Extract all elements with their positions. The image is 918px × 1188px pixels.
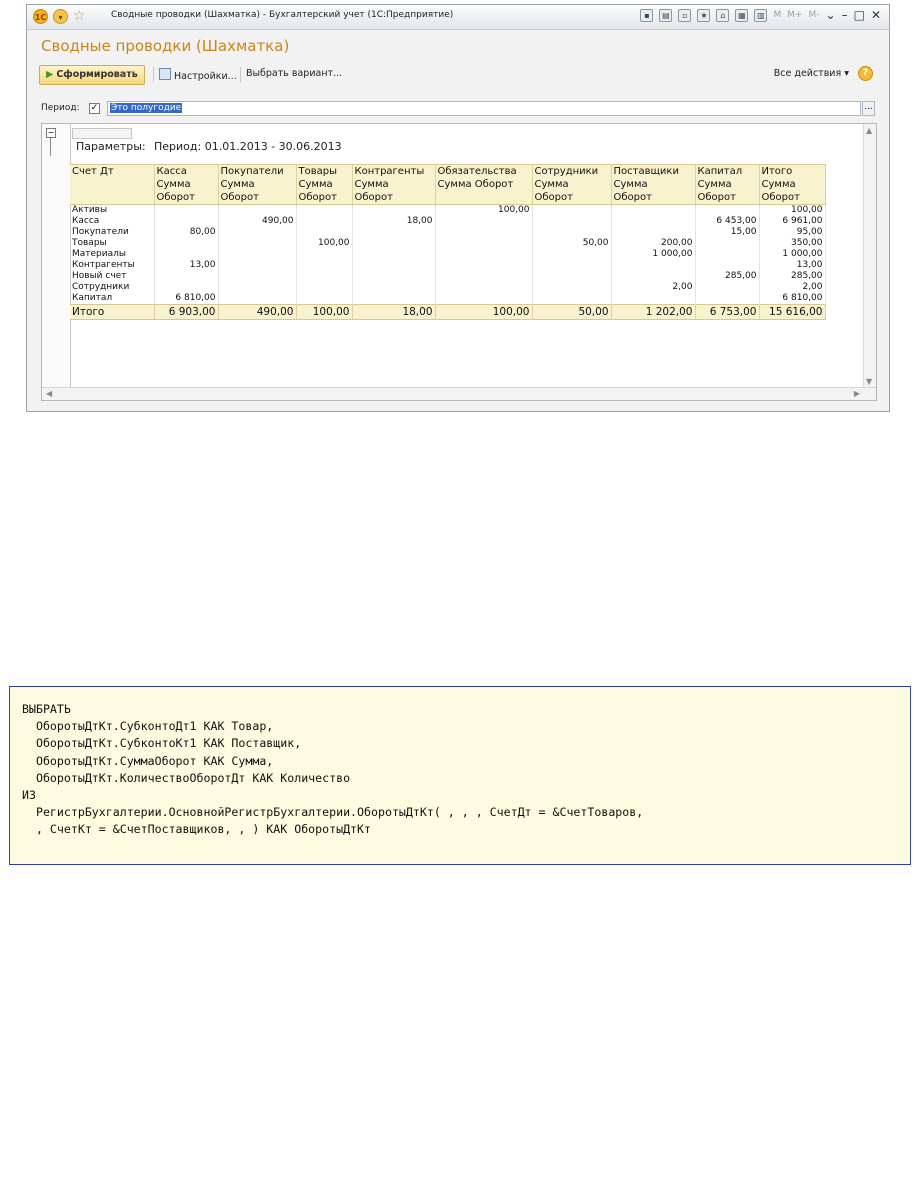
- table-cell: [695, 249, 759, 260]
- table-cell: [611, 293, 695, 305]
- collapse-group-icon[interactable]: −: [47, 128, 55, 137]
- code-line: , СчетКт = &СчетПоставщиков, , ) КАК ОборотыДтКт: [22, 822, 372, 837]
- col-subheader: Сумма: [611, 178, 695, 191]
- table-row: [70, 249, 825, 260]
- table-cell: [435, 282, 532, 293]
- table-cell: [296, 293, 352, 305]
- table-cell: [611, 227, 695, 238]
- table-cell: [296, 216, 352, 227]
- table-cell: [218, 249, 296, 260]
- table-cell: [435, 238, 532, 249]
- col-header: Касса: [154, 165, 218, 179]
- table-cell: 1 000,00: [611, 249, 695, 260]
- table-cell: [296, 205, 352, 217]
- table-cell: [218, 238, 296, 249]
- scroll-up-icon[interactable]: ▲: [866, 126, 873, 135]
- report-body: [70, 205, 825, 305]
- horizontal-scrollbar[interactable]: [42, 387, 876, 400]
- period-select-button[interactable]: ...: [862, 101, 875, 116]
- table-cell: [695, 282, 759, 293]
- table-cell: 285,00: [695, 271, 759, 282]
- col-header: Итого: [759, 165, 825, 179]
- table-cell: [352, 249, 435, 260]
- total-row: [70, 305, 825, 320]
- table-cell: 100,00: [759, 205, 825, 217]
- row-account-name: Покупатели: [70, 227, 154, 238]
- report-area: [41, 123, 877, 401]
- row-account-name: Товары: [70, 238, 154, 249]
- total-cell: 1 202,00: [611, 305, 695, 320]
- row-header-cell: [70, 178, 154, 191]
- table-row: [70, 271, 825, 282]
- code-line: ОборотыДтКт.СубконтоКт1 КАК Поставщик,: [22, 736, 302, 751]
- table-cell: [532, 293, 611, 305]
- table-row: [70, 216, 825, 227]
- row-account-name: Материалы: [70, 249, 154, 260]
- row-account-name: Капитал: [70, 293, 154, 305]
- table-cell: 1 000,00: [759, 249, 825, 260]
- table-cell: [532, 216, 611, 227]
- col-header: Капитал: [695, 165, 759, 179]
- period-row: [41, 101, 875, 117]
- col-subheader: Оборот: [695, 191, 759, 205]
- table-cell: 15,00: [695, 227, 759, 238]
- code-line: ИЗ: [22, 788, 36, 803]
- grouping-gutter: [42, 124, 71, 388]
- col-subheader: Оборот: [296, 191, 352, 205]
- code-line: ВЫБРАТЬ: [22, 702, 71, 716]
- table-cell: 6 810,00: [759, 293, 825, 305]
- table-cell: [695, 260, 759, 271]
- table-cell: 100,00: [296, 238, 352, 249]
- scroll-left-icon[interactable]: ◀: [46, 389, 53, 398]
- total-cell: 6 903,00: [154, 305, 218, 320]
- col-subheader: Сумма: [154, 178, 218, 191]
- table-cell: 50,00: [532, 238, 611, 249]
- preview-icon[interactable]: ▫: [678, 9, 691, 22]
- table-cell: [532, 271, 611, 282]
- dropdown-icon[interactable]: ⌄: [825, 8, 836, 22]
- table-cell: [352, 282, 435, 293]
- table-cell: 490,00: [218, 216, 296, 227]
- period-checkbox[interactable]: ✓: [90, 103, 99, 113]
- table-cell: [218, 282, 296, 293]
- header-row-sub2: [70, 191, 825, 205]
- period-value: Это полугодие: [111, 103, 182, 113]
- table-cell: [611, 216, 695, 227]
- table-cell: 6 453,00: [695, 216, 759, 227]
- col-subheader: Оборот: [611, 191, 695, 205]
- table-cell: [218, 271, 296, 282]
- total-cell: 100,00: [296, 305, 352, 320]
- parameters-header-cell: [72, 128, 132, 139]
- calendar-icon[interactable]: ▥: [754, 9, 767, 22]
- col-header: Покупатели: [218, 165, 296, 179]
- table-cell: [154, 282, 218, 293]
- total-label: Итого: [70, 305, 154, 320]
- table-cell: [695, 205, 759, 217]
- close-icon[interactable]: ✕: [870, 8, 881, 22]
- table-cell: 350,00: [759, 238, 825, 249]
- table-cell: [695, 238, 759, 249]
- col-subheader: Оборот: [352, 191, 435, 205]
- report-parameters: [76, 140, 342, 153]
- table-cell: [352, 238, 435, 249]
- chevron-down-icon: ▾: [844, 68, 849, 79]
- col-subheader: Оборот: [759, 191, 825, 205]
- title-bar: [27, 5, 889, 30]
- table-cell: 2,00: [759, 282, 825, 293]
- generate-label: Сформировать: [56, 69, 138, 80]
- memory-plus-button[interactable]: M+: [787, 10, 803, 20]
- row-account-name: Активы: [70, 205, 154, 217]
- table-cell: 13,00: [154, 260, 218, 271]
- table-cell: 80,00: [154, 227, 218, 238]
- vertical-scrollbar[interactable]: [863, 124, 876, 388]
- total-cell: 100,00: [435, 305, 532, 320]
- table-cell: [218, 227, 296, 238]
- total-cell: 15 616,00: [759, 305, 825, 320]
- table-cell: 200,00: [611, 238, 695, 249]
- generate-button[interactable]: [39, 65, 145, 85]
- col-header: Поставщики: [611, 165, 695, 179]
- table-cell: [352, 260, 435, 271]
- col-subheader: Оборот: [218, 191, 296, 205]
- row-account-name: Новый счет: [70, 271, 154, 282]
- table-cell: 6 961,00: [759, 216, 825, 227]
- col-subheader: Сумма Оборот: [435, 178, 532, 191]
- col-subheader: [435, 191, 532, 205]
- col-subheader: Сумма: [695, 178, 759, 191]
- row-account-name: Сотрудники: [70, 282, 154, 293]
- save-icon[interactable]: ▪: [640, 9, 653, 22]
- col-subheader: Оборот: [532, 191, 611, 205]
- report-table: [70, 164, 826, 320]
- total-cell: 50,00: [532, 305, 611, 320]
- table-row: [70, 260, 825, 271]
- table-cell: 285,00: [759, 271, 825, 282]
- table-cell: [296, 282, 352, 293]
- table-row: [70, 227, 825, 238]
- code-line: РегистрБухгалтерии.ОсновнойРегистрБухгалтерии.ОборотыДтКт( , , , СчетДт = &СчетТоваров,: [22, 805, 644, 820]
- table-cell: 13,00: [759, 260, 825, 271]
- table-cell: [352, 293, 435, 305]
- table-cell: [695, 293, 759, 305]
- favorites-star-icon[interactable]: ☆: [73, 8, 86, 24]
- col-subheader: Сумма: [352, 178, 435, 191]
- header-row-accounts: [70, 165, 825, 179]
- all-actions-menu[interactable]: [774, 68, 849, 79]
- play-icon: ▶: [46, 69, 54, 80]
- window-title: Сводные проводки (Шахматка) - Бухгалтерский учет (1С:Предприятие): [111, 10, 454, 20]
- table-cell: [532, 260, 611, 271]
- table-cell: [435, 260, 532, 271]
- total-cell: 6 753,00: [695, 305, 759, 320]
- settings-icon: [159, 68, 171, 80]
- main-menu-icon[interactable]: ▾: [53, 9, 68, 24]
- table-cell: [154, 249, 218, 260]
- table-cell: 2,00: [611, 282, 695, 293]
- table-cell: [435, 227, 532, 238]
- table-cell: [532, 227, 611, 238]
- table-cell: [611, 260, 695, 271]
- period-input[interactable]: [107, 101, 861, 116]
- table-cell: [154, 205, 218, 217]
- period-label: Период:: [41, 103, 80, 113]
- link-icon[interactable]: ⌂: [716, 9, 729, 22]
- table-cell: [532, 282, 611, 293]
- memory-minus-button[interactable]: M-: [808, 10, 820, 20]
- toolbar-divider: [153, 67, 154, 82]
- scroll-down-icon[interactable]: ▼: [866, 377, 873, 386]
- select-variant-button[interactable]: Выбрать вариант...: [246, 68, 343, 79]
- calculator-icon[interactable]: ▦: [735, 9, 748, 22]
- code-line: ОборотыДтКт.СубконтоДт1 КАК Товар,: [22, 719, 274, 734]
- col-subheader: Сумма: [532, 178, 611, 191]
- params-label: Параметры:: [76, 140, 146, 153]
- table-cell: [352, 205, 435, 217]
- form-title: Сводные проводки (Шахматка): [41, 37, 290, 55]
- settings-button[interactable]: [159, 68, 237, 82]
- table-row: [70, 205, 825, 217]
- settings-label: Настройки...: [174, 71, 237, 82]
- col-subheader: Сумма: [759, 178, 825, 191]
- code-line: ОборотыДтКт.КоличествоОборотДт КАК Количество: [22, 770, 351, 785]
- row-account-name: Касса: [70, 216, 154, 227]
- total-cell: 490,00: [218, 305, 296, 320]
- table-cell: [532, 249, 611, 260]
- col-subheader: Сумма: [296, 178, 352, 191]
- table-cell: [154, 271, 218, 282]
- maximize-icon[interactable]: □: [853, 8, 865, 22]
- col-header: Контрагенты: [352, 165, 435, 179]
- row-header-cell: [70, 191, 154, 205]
- memory-m-button[interactable]: M: [773, 10, 782, 20]
- table-cell: [218, 293, 296, 305]
- col-header: Товары: [296, 165, 352, 179]
- table-cell: [611, 205, 695, 217]
- table-cell: [611, 271, 695, 282]
- col-subheader: Оборот: [154, 191, 218, 205]
- table-cell: [296, 271, 352, 282]
- col-header: Сотрудники: [532, 165, 611, 179]
- table-cell: [532, 205, 611, 217]
- app-window: [26, 4, 890, 412]
- table-cell: [218, 205, 296, 217]
- table-cell: [296, 260, 352, 271]
- table-cell: [435, 216, 532, 227]
- header-row-sub1: [70, 178, 825, 191]
- print-icon[interactable]: ▤: [659, 9, 672, 22]
- table-cell: [435, 249, 532, 260]
- col-subheader: Сумма: [218, 178, 296, 191]
- table-cell: [296, 249, 352, 260]
- table-cell: [296, 227, 352, 238]
- col-header: Обязательства: [435, 165, 532, 179]
- table-cell: [352, 227, 435, 238]
- table-cell: [154, 216, 218, 227]
- table-cell: 6 810,00: [154, 293, 218, 305]
- app-logo-icon[interactable]: 1C: [33, 9, 48, 24]
- table-row: [70, 282, 825, 293]
- all-actions-label: Все действия: [773, 68, 842, 79]
- table-cell: 18,00: [352, 216, 435, 227]
- add-favorite-icon[interactable]: ★: [697, 9, 710, 22]
- toolbar-divider: [240, 67, 241, 82]
- params-value: Период: 01.01.2013 - 30.06.2013: [154, 140, 342, 153]
- table-row: [70, 238, 825, 249]
- table-cell: [435, 271, 532, 282]
- help-button[interactable]: ?: [858, 66, 873, 81]
- table-cell: [218, 260, 296, 271]
- code-line: ОборотыДтКт.СуммаОборот КАК Сумма,: [22, 753, 274, 768]
- table-cell: [154, 238, 218, 249]
- total-cell: 18,00: [352, 305, 435, 320]
- table-cell: [435, 293, 532, 305]
- table-row: [70, 293, 825, 305]
- table-cell: 95,00: [759, 227, 825, 238]
- query-code-block: [9, 686, 911, 865]
- row-header-cell: Счет Дт: [70, 165, 154, 179]
- group-line: [50, 138, 51, 156]
- minimize-icon[interactable]: –: [841, 8, 848, 22]
- table-cell: [352, 271, 435, 282]
- row-account-name: Контрагенты: [70, 260, 154, 271]
- scroll-right-icon[interactable]: ▶: [853, 389, 860, 398]
- toolbar: [39, 65, 877, 85]
- table-cell: 100,00: [435, 205, 532, 217]
